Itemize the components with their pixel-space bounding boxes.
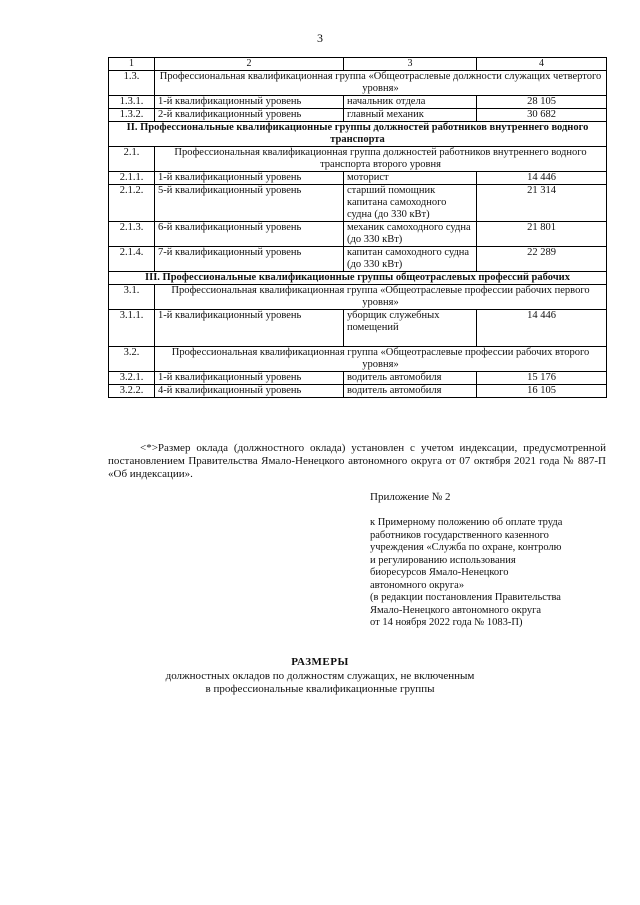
position-name: моторист (344, 172, 477, 185)
table-row (109, 185, 607, 222)
row-code: 1.3.1. (109, 96, 155, 109)
salary-amount: 22 289 (477, 247, 607, 272)
section-row (109, 122, 607, 147)
appendix-line: от 14 ноября 2022 года № 1083-П) (370, 617, 523, 628)
appendix-line: к Примерному положению об оплате труда (370, 517, 563, 528)
appendix-line: и регулированию использования (370, 554, 516, 566)
salary-amount: 28 105 (477, 96, 607, 109)
row-code: 2.1.3. (109, 222, 155, 247)
qualification-level: 5-й квалификационный уровень (155, 185, 344, 222)
position-name: механик самоходного судна (до 330 кВт) (344, 222, 477, 247)
qualification-level: 1-й квалификационный уровень (155, 310, 344, 347)
row-code: 2.1.1. (109, 172, 155, 185)
appendix-line: автономного округа» (370, 579, 465, 591)
appendix-title: Приложение № 2 (370, 491, 451, 503)
position-name (344, 185, 477, 222)
group-row (109, 285, 607, 310)
qualification-level: 2-й квалификационный уровень (155, 109, 344, 122)
qualification-level: 7-й квалификационный уровень (155, 247, 344, 272)
table-header-cell: 3 (344, 58, 477, 71)
subtitle-line: должностных окладов по должностям служащих, не включенным (165, 670, 475, 682)
appendix-line: работников государственного казенного (370, 529, 549, 541)
qualification-level: 4-й квалификационный уровень (155, 385, 344, 398)
table-row (109, 109, 607, 122)
table-row (109, 310, 607, 347)
table-row (109, 372, 607, 385)
table-header-row (109, 58, 607, 71)
group-name: Профессиональная квалификационная группа должностей работников внутреннего водного транспорта второго уровня (155, 147, 607, 172)
salary-amount: 16 105 (477, 385, 607, 398)
table-row (109, 96, 607, 109)
subtitle-line: в профессиональные квалификационные группы (205, 683, 435, 695)
position-name: начальник отдела (344, 96, 477, 109)
qualification-level: 1-й квалификационный уровень (155, 96, 344, 109)
group-code: 3.2. (109, 347, 155, 372)
section-row (109, 272, 607, 285)
salary-amount: 15 176 (477, 372, 607, 385)
salary-amount: 14 446 (477, 172, 607, 185)
row-code: 2.1.4. (109, 247, 155, 272)
row-code: 3.1.1. (109, 310, 155, 347)
table-header-cell: 2 (155, 58, 344, 71)
group-code: 1.3. (109, 71, 155, 96)
salary-table (108, 57, 607, 398)
appendix-reference (370, 517, 610, 630)
table-row (109, 222, 607, 247)
appendix-line: биоресурсов Ямало-Ненецкого (370, 567, 509, 578)
table-header-cell: 4 (477, 58, 607, 71)
footnote-text: <*>Размер оклада (должностного оклада) установлен с учетом индексации, предусмотренной постановлением Правительства Ямало-Ненецкого автономного округа от 07 октября 2021 года № 887-П «Об индексации». (108, 442, 606, 480)
table-row (109, 385, 607, 398)
row-code: 2.1.2. (109, 185, 155, 222)
row-code: 3.2.2. (109, 385, 155, 398)
appendix-line: Ямало-Ненецкого автономного округа (370, 604, 542, 616)
section-subtitle (0, 670, 640, 696)
position-name: уборщик служебных помещений (344, 310, 477, 347)
position-name: главный механик (344, 109, 477, 122)
group-code: 2.1. (109, 147, 155, 172)
section-title: II. Профессиональные квалификационные группы должностей работников внутреннего водного транспорта (109, 122, 607, 147)
page-number: 3 (317, 31, 323, 45)
salary-amount: 14 446 (477, 310, 607, 347)
salary-amount: 21 314 (477, 185, 607, 222)
group-row (109, 347, 607, 372)
group-row (109, 147, 607, 172)
position-name: водитель автомобиля (344, 372, 477, 385)
footnote (108, 442, 606, 481)
appendix-line: учреждения «Служба по охране, контролю (370, 542, 562, 553)
group-code: 3.1. (109, 285, 155, 310)
salary-amount: 30 682 (477, 109, 607, 122)
row-code: 1.3.2. (109, 109, 155, 122)
table-header-cell: 1 (109, 58, 155, 71)
table-row (109, 172, 607, 185)
group-name: Профессиональная квалификационная группа «Общеотраслевые должности служащих четвертого уровня» (155, 71, 607, 96)
row-code: 3.2.1. (109, 372, 155, 385)
section-title: III. Профессиональные квалификационные группы общеотраслевых профессий рабочих (109, 272, 607, 285)
salary-amount: 21 801 (477, 222, 607, 247)
qualification-level: 1-й квалификационный уровень (155, 172, 344, 185)
table-row (109, 247, 607, 272)
qualification-level: 6-й квалификационный уровень (155, 222, 344, 247)
section-heading: РАЗМЕРЫ (291, 656, 349, 668)
position-name: капитан самоходного судна (до 330 кВт) (344, 247, 477, 272)
group-row (109, 71, 607, 96)
qualification-level: 1-й квалификационный уровень (155, 372, 344, 385)
position-text: старший помощник капитана самоходного судна (до 330 кВт) (347, 185, 447, 220)
position-name: водитель автомобиля (344, 385, 477, 398)
appendix-line: (в редакции постановления Правительства (370, 592, 561, 603)
group-name: Профессиональная квалификационная группа «Общеотраслевые профессии рабочих первого уровня» (155, 285, 607, 310)
group-name: Профессиональная квалификационная группа «Общеотраслевые профессии рабочих второго уровня» (155, 347, 607, 372)
